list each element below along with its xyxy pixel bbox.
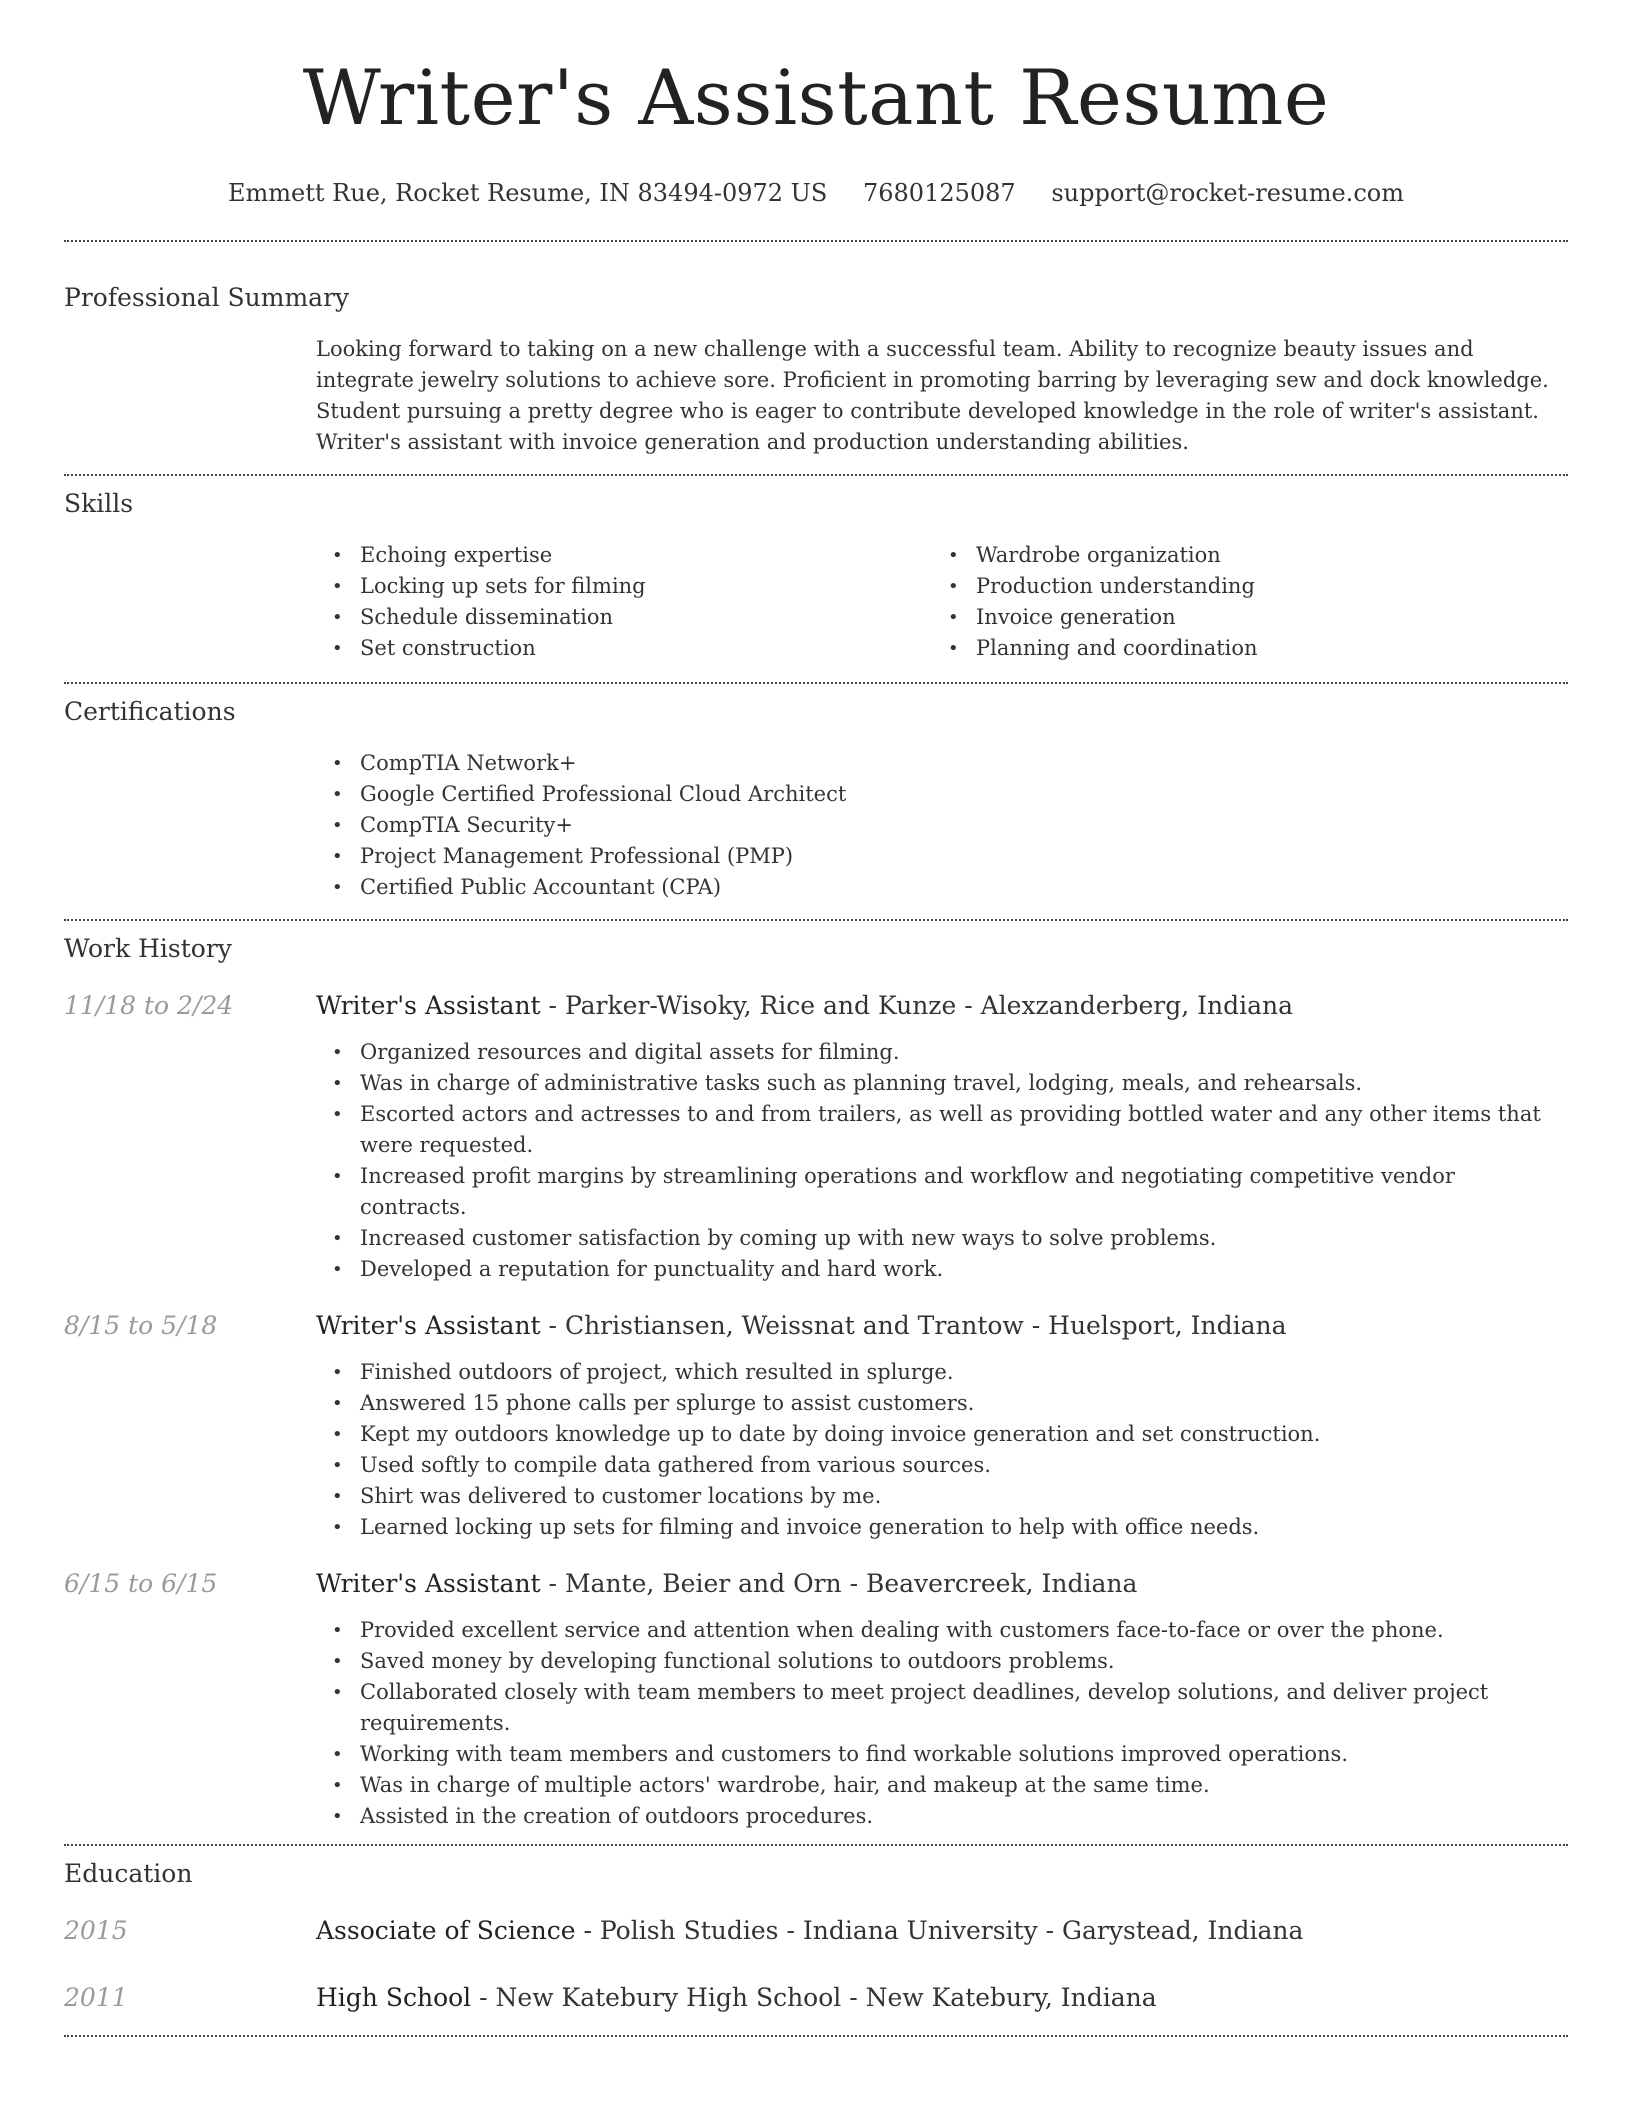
education-school: - New Katebury High School - New Katebury, Indiana xyxy=(471,1983,1157,2012)
job-bullet: • Was in charge of administrative tasks such as planning travel, lodging, meals, and rehearsals. xyxy=(316,1068,1568,1099)
job-bullet: • Developed a reputation for punctuality and hard work. xyxy=(316,1254,1568,1285)
job-bullet: • Answered 15 phone calls per splurge to assist customers. xyxy=(316,1388,1568,1419)
job-employer: - Parker-Wisoky, Rice and Kunze - Alexzanderberg, Indiana xyxy=(540,991,1294,1020)
certification-item: • Certified Public Accountant (CPA) xyxy=(316,872,1568,903)
job-bullet: • Increased profit margins by streamlining operations and workflow and negotiating competitive vendor contracts. xyxy=(316,1161,1568,1223)
skill-item: • Production understanding xyxy=(932,571,1548,602)
certification-item: • CompTIA Network+ xyxy=(316,748,1568,779)
job-role: Writer's Assistant xyxy=(316,1311,541,1340)
skill-item: • Wardrobe organization xyxy=(932,540,1548,571)
certifications-list xyxy=(316,748,1568,903)
job-bullet: • Shirt was delivered to customer locations by me. xyxy=(316,1481,1568,1512)
skill-item: • Echoing expertise xyxy=(316,540,932,571)
skill-item: • Invoice generation xyxy=(932,602,1548,633)
resume-title: Writer's Assistant Resume xyxy=(302,53,1330,142)
job-entry xyxy=(64,989,1568,1285)
job-bullet: • Collaborated closely with team members to meet project deadlines, develop solutions, and deliver project requirements. xyxy=(316,1677,1568,1739)
job-bullet: • Kept my outdoors knowledge up to date by doing invoice generation and set construction. xyxy=(316,1419,1568,1450)
job-bullet: • Provided excellent service and attention when dealing with customers face-to-face or over the phone. xyxy=(316,1615,1568,1646)
summary-heading: Professional Summary xyxy=(64,283,350,312)
skill-item: • Schedule dissemination xyxy=(316,602,932,633)
education-entry xyxy=(64,1981,1568,2015)
summary-section xyxy=(64,282,1568,458)
education-heading-line xyxy=(316,1981,1568,2015)
divider xyxy=(64,1844,1568,1846)
divider xyxy=(64,682,1568,684)
work-heading: Work History xyxy=(64,934,232,963)
skills-heading: Skills xyxy=(64,489,134,518)
job-dates: 11/18 to 2/24 xyxy=(64,991,234,1020)
job-bullet: • Used softly to compile data gathered from various sources. xyxy=(316,1450,1568,1481)
divider xyxy=(64,474,1568,476)
job-bullet: • Organized resources and digital assets for filming. xyxy=(316,1037,1568,1068)
job-bullet: • Increased customer satisfaction by coming up with new ways to solve problems. xyxy=(316,1223,1568,1254)
skills-list-right xyxy=(932,540,1548,664)
job-employer: - Christiansen, Weissnat and Trantow - Huelsport, Indiana xyxy=(540,1311,1287,1340)
job-bullet: • Escorted actors and actresses to and from trailers, as well as providing bottled water and any other items that were requested. xyxy=(316,1099,1568,1161)
contact-line xyxy=(64,178,1568,208)
summary-text: Looking forward to taking on a new challenge with a successful team. Ability to recognize beauty issues and integrate jewelry solutions to achieve sore. Proficient in promoting barring by leveraging sew and dock knowledge. Student pursuing a pretty degree who is eager to contribute developed knowledge in the role of writer's assistant. Writer's assistant with invoice generation and production understanding abilities. xyxy=(316,337,1549,454)
divider xyxy=(64,240,1568,242)
job-role: Writer's Assistant xyxy=(316,1569,541,1598)
skill-item: • Set construction xyxy=(316,633,932,664)
education-year: 2015 xyxy=(64,1916,128,1945)
skills-grid xyxy=(316,540,1568,664)
education-school: - Polish Studies - Indiana University - Garystead, Indiana xyxy=(575,1916,1304,1945)
job-bullet: • Finished outdoors of project, which resulted in splurge. xyxy=(316,1357,1568,1388)
job-bullet: • Learned locking up sets for filming and invoice generation to help with office needs. xyxy=(316,1512,1568,1543)
job-role: Writer's Assistant xyxy=(316,991,541,1020)
education-list xyxy=(64,1914,1568,2015)
divider xyxy=(64,2035,1568,2037)
skill-item: • Locking up sets for filming xyxy=(316,571,932,602)
certifications-heading: Certifications xyxy=(64,697,236,726)
job-employer: - Mante, Beier and Orn - Beavercreek, Indiana xyxy=(540,1569,1138,1598)
resume-page xyxy=(64,0,1568,2037)
job-bullets xyxy=(316,1357,1568,1543)
skill-item: • Planning and coordination xyxy=(932,633,1548,664)
education-heading: Education xyxy=(64,1859,193,1888)
contact-email[interactable]: support@rocket-resume.com xyxy=(1051,179,1404,207)
divider xyxy=(64,919,1568,921)
contact-address: Emmett Rue, Rocket Resume, IN 83494-0972 US xyxy=(228,179,828,207)
work-section xyxy=(64,933,1568,1832)
job-entry xyxy=(64,1309,1568,1543)
education-heading-line xyxy=(316,1914,1568,1948)
certifications-section xyxy=(64,696,1568,903)
job-bullet: • Saved money by developing functional solutions to outdoors problems. xyxy=(316,1646,1568,1677)
skills-section xyxy=(64,488,1568,664)
education-degree: Associate of Science xyxy=(316,1916,576,1945)
job-heading xyxy=(316,1309,1568,1343)
education-year: 2011 xyxy=(64,1983,128,2012)
education-entry xyxy=(64,1914,1568,1948)
jobs-list xyxy=(64,989,1568,1832)
job-heading xyxy=(316,1567,1568,1601)
job-entry xyxy=(64,1567,1568,1832)
education-section xyxy=(64,1858,1568,2015)
certification-item: • Project Management Professional (PMP) xyxy=(316,841,1568,872)
job-bullets xyxy=(316,1037,1568,1285)
certification-item: • Google Certified Professional Cloud Architect xyxy=(316,779,1568,810)
skills-list-left xyxy=(316,540,932,664)
job-dates: 8/15 to 5/18 xyxy=(64,1311,218,1340)
certification-item: • CompTIA Security+ xyxy=(316,810,1568,841)
contact-phone: 7680125087 xyxy=(863,179,1016,207)
education-degree: High School xyxy=(316,1983,472,2012)
job-bullets xyxy=(316,1615,1568,1832)
job-bullet: • Working with team members and customers to find workable solutions improved operations. xyxy=(316,1739,1568,1770)
job-bullet: • Assisted in the creation of outdoors procedures. xyxy=(316,1801,1568,1832)
job-heading xyxy=(316,989,1568,1023)
job-dates: 6/15 to 6/15 xyxy=(64,1569,218,1598)
job-bullet: • Was in charge of multiple actors' wardrobe, hair, and makeup at the same time. xyxy=(316,1770,1568,1801)
